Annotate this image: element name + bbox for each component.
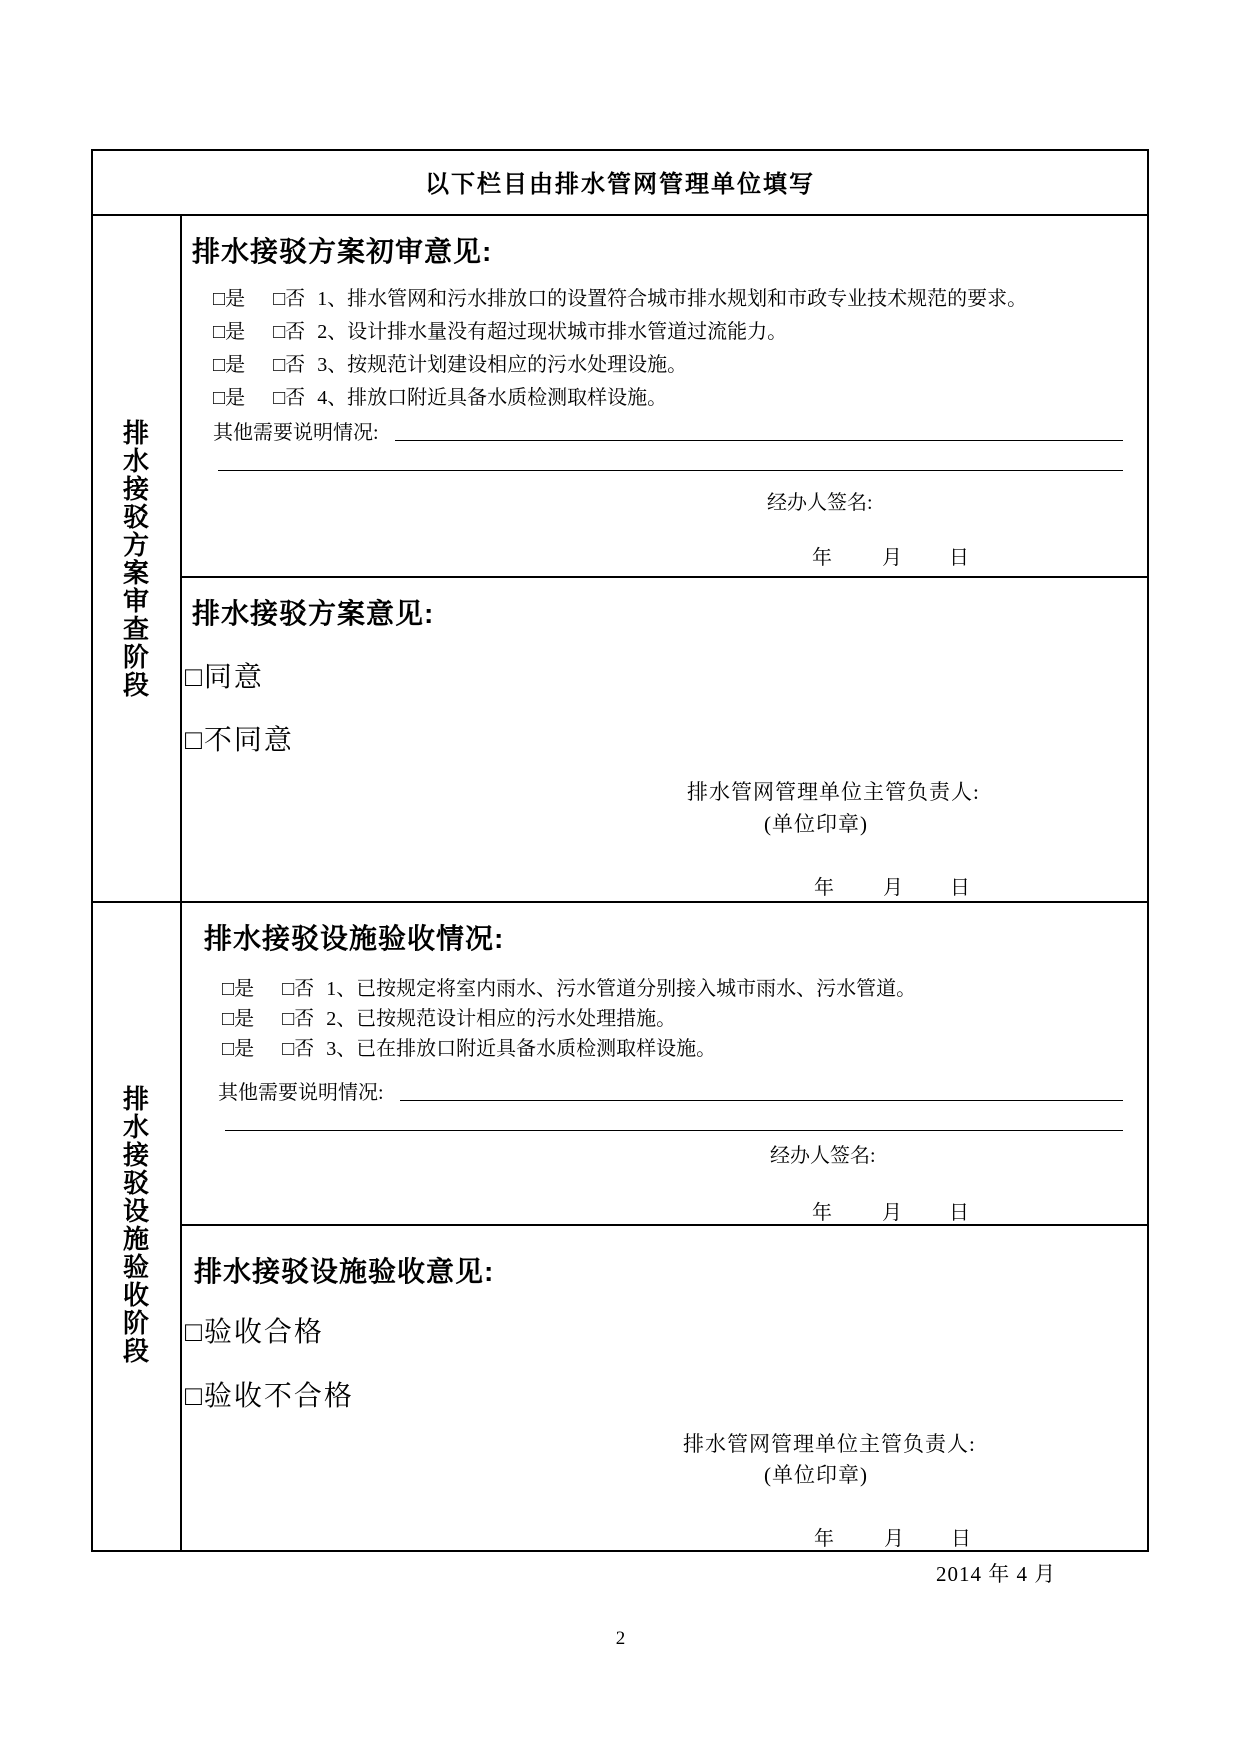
checkbox-option-disagree[interactable]: □不同意	[185, 725, 294, 756]
stage1-handler-sign-label: 经办人签名:	[767, 492, 873, 514]
header-bottom-divider	[93, 214, 1147, 216]
stage1-stub-label: 排水接驳方案审查阶段	[122, 418, 149, 700]
checkbox-no[interactable]: □否	[273, 321, 306, 343]
checkbox-no[interactable]: □否	[273, 354, 306, 376]
stage2-handler-sign-label: 经办人签名:	[770, 1145, 876, 1167]
stage2-acceptance-item-2	[222, 1002, 676, 1031]
year-label: 年	[812, 547, 832, 569]
checkbox-no[interactable]: □否	[273, 288, 306, 310]
item-text: 4、排放口附近具备水质检测取样设施。	[317, 387, 668, 409]
stage2-other-notes-label: 其他需要说明情况:	[218, 1082, 384, 1104]
stage1-inner-divider	[182, 576, 1147, 578]
stage1-opinion-title: 排水接驳方案意见:	[192, 598, 435, 629]
checkbox-yes[interactable]: □是	[222, 1038, 255, 1060]
checkbox-yes[interactable]: □是	[222, 978, 255, 1000]
stage1-review-item-3	[213, 348, 687, 377]
stage1-review-item-2	[213, 315, 787, 344]
checkbox-yes[interactable]: □是	[222, 1008, 255, 1030]
item-text: 2、已按规范设计相应的污水处理措施。	[326, 1008, 677, 1030]
table-header-title: 以下栏目由排水管网管理单位填写	[425, 171, 815, 198]
stage1-unit-seal-label: (单位印章)	[764, 812, 868, 836]
checkbox-yes[interactable]: □是	[213, 354, 246, 376]
checkbox-no[interactable]: □否	[282, 1038, 315, 1060]
month-label: 月	[882, 1202, 902, 1224]
stage2-manager-sign-label: 排水管网管理单位主管负责人:	[683, 1432, 976, 1456]
checkbox-yes[interactable]: □是	[213, 387, 246, 409]
stage2-acceptance-item-3	[222, 1032, 716, 1061]
year-label: 年	[814, 1528, 834, 1550]
stage1-review-title: 排水接驳方案初审意见:	[192, 236, 493, 267]
checkbox-option-agree[interactable]: □同意	[185, 662, 264, 693]
stage2-acceptance-item-1	[222, 972, 916, 1001]
stage-row-divider	[93, 901, 1147, 903]
item-text: 1、排水管网和污水排放口的设置符合城市排水规划和市政专业技术规范的要求。	[317, 288, 1028, 310]
stage1-other-notes-label: 其他需要说明情况:	[213, 422, 379, 444]
month-label: 月	[884, 1528, 904, 1550]
checkbox-no[interactable]: □否	[273, 387, 306, 409]
item-text: 2、设计排水量没有超过现状城市排水管道过流能力。	[317, 321, 788, 343]
stage2-stub-label: 排水接驳设施验收阶段	[122, 1084, 149, 1366]
checkbox-option-pass[interactable]: □验收合格	[185, 1317, 324, 1348]
stage1-review-item-1	[213, 282, 1027, 311]
stage2-opinion-title: 排水接驳设施验收意见:	[194, 1256, 495, 1287]
day-label: 日	[949, 547, 969, 569]
checkbox-no[interactable]: □否	[282, 1008, 315, 1030]
day-label: 日	[950, 877, 970, 899]
stub-column-divider	[180, 216, 182, 1550]
stage2-other-notes-blank-2[interactable]	[225, 1130, 1123, 1131]
stage1-review-item-4	[213, 381, 667, 410]
day-label: 日	[949, 1202, 969, 1224]
stage1-other-notes-blank-1[interactable]	[395, 440, 1123, 441]
item-text: 3、已在排放口附近具备水质检测取样设施。	[326, 1038, 717, 1060]
item-text: 3、按规范计划建设相应的污水处理设施。	[317, 354, 688, 376]
page-number: 2	[615, 1628, 626, 1649]
year-label: 年	[814, 877, 834, 899]
stage2-inner-divider	[182, 1224, 1147, 1226]
year-label: 年	[812, 1202, 832, 1224]
stage2-acceptance-title: 排水接驳设施验收情况:	[204, 923, 505, 954]
document-date: 2014 年 4 月	[936, 1562, 1057, 1586]
day-label: 日	[951, 1528, 971, 1550]
checkbox-no[interactable]: □否	[282, 978, 315, 1000]
checkbox-option-fail[interactable]: □验收不合格	[185, 1381, 354, 1412]
item-text: 1、已按规定将室内雨水、污水管道分别接入城市雨水、污水管道。	[326, 978, 917, 1000]
month-label: 月	[882, 547, 902, 569]
checkbox-yes[interactable]: □是	[213, 321, 246, 343]
month-label: 月	[883, 877, 903, 899]
stage1-manager-sign-label: 排水管网管理单位主管负责人:	[687, 780, 980, 804]
stage2-other-notes-blank-1[interactable]	[400, 1100, 1123, 1101]
checkbox-yes[interactable]: □是	[213, 288, 246, 310]
stage1-other-notes-blank-2[interactable]	[218, 470, 1123, 471]
stage2-unit-seal-label: (单位印章)	[764, 1463, 868, 1487]
